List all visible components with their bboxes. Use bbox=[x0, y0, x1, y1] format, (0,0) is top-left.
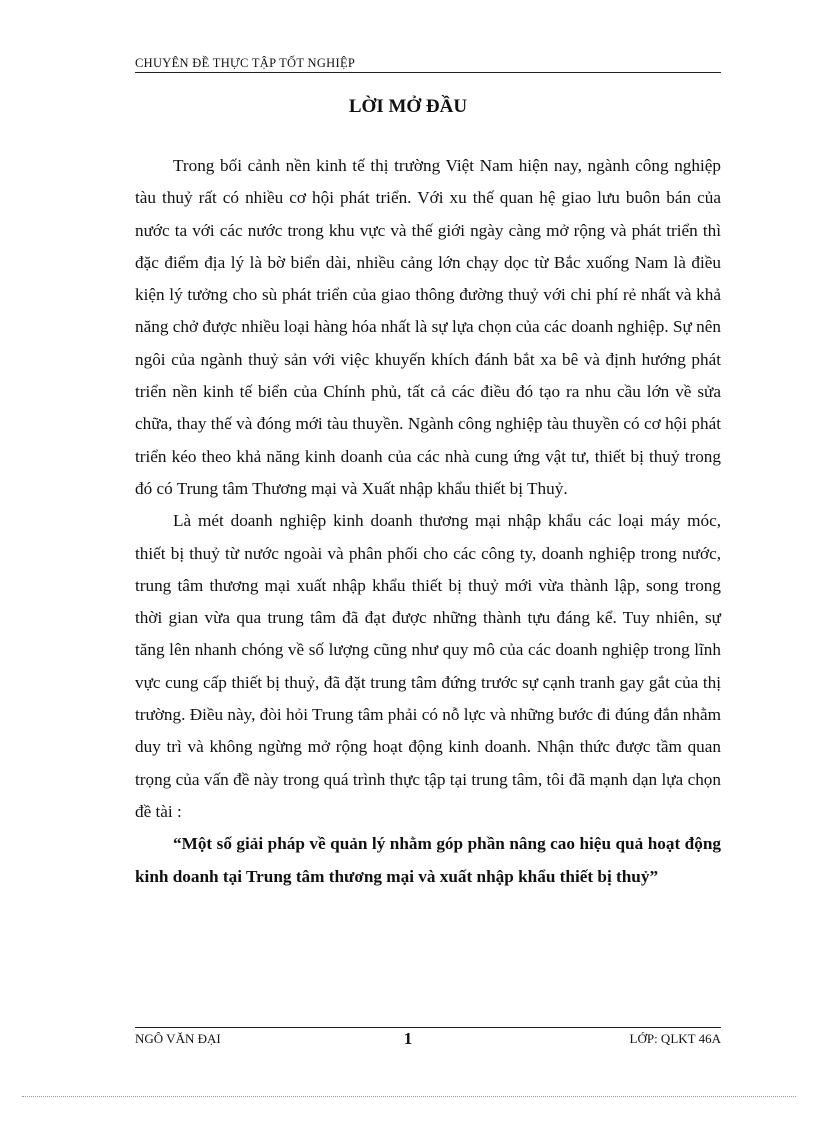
page-title: LỜI MỞ ĐẦU bbox=[348, 96, 468, 117]
page-number: 1 bbox=[403, 1029, 413, 1048]
page-break-divider bbox=[22, 1096, 796, 1097]
thesis-topic: “Một số giải pháp về quản lý nhằm góp phần nâng cao hiệu quả hoạt động kinh doanh tại Trung tâm thương mại và xuất nhập khẩu thiết bị thuỷ” bbox=[135, 834, 721, 886]
footer-author: NGÔ VĂN ĐẠI bbox=[135, 1031, 221, 1046]
page-header: CHUYÊN ĐỀ THỰC TẬP TỐT NGHIỆP bbox=[135, 56, 721, 73]
paragraph-enterprise: Là mét doanh nghiệp kinh doanh thương mại nhập khẩu các loại máy móc, thiết bị thuỷ từ nước ngoài và phân phối cho các công ty, doanh nghiệp trong nước, trung tâm thương mại xuất nhập khẩu thiết bị thuỷ mới vừa thành lập, song trong thời gian vừa qua trung tâm đã đạt được những thành tựu đáng kể. Tuy nhiên, sự tăng lên nhanh chóng về số lượng cũng như quy mô của các doanh nghiệp trong lĩnh vực cung cấp thiết bị thuỷ, đã đặt trung tâm đứng trước sự cạnh tranh gay gắt của thị trường. Điều này, đòi hỏi Trung tâm phải có nỗ lực và những bước đi đúng đắn nhằm duy trì và không ngừng mở rộng hoạt động kinh doanh. Nhận thức được tầm quan trọng của vấn đề này trong quá trình thực tập tại trung tâm, tôi đã mạnh dạn lựa chọn đề tài : bbox=[135, 511, 721, 821]
footer-class: LỚP: QLKT 46A bbox=[629, 1031, 721, 1046]
footer-divider bbox=[135, 1027, 721, 1028]
document-body bbox=[135, 150, 721, 893]
paragraph-intro: Trong bối cảnh nền kinh tế thị trường Việt Nam hiện nay, ngành công nghiệp tàu thuỷ rất có nhiều cơ hội phát triển. Với xu thế quan hệ giao lưu buôn bán của nước ta với các nước trong khu vực và thế giới ngày càng mở rộng và phát triển thì đặc điểm địa lý là bờ biển dài, nhiều cảng lớn chạy dọc từ Bắc xuống Nam là điều kiện lý tưởng cho sù phát triển của giao thông đường thuỷ với chi phí rẻ nhất và khả năng chở được nhiều loại hàng hóa nhất là sự lựa chọn của các doanh nghiệp. Sự nên ngôi của ngành thuỷ sản với việc khuyến khích đánh bắt xa bê và định hướng phát triển nền kinh tế biển của Chính phủ, tất cả các điều đó tạo ra nhu cầu lớn về sửa chữa, thay thế và đóng mới tàu thuyền. Ngành công nghiệp tàu thuyền có cơ hội phát triển kéo theo khả năng kinh doanh của các nhà cung ứng vật tư, thiết bị thuỷ trong đó có Trung tâm Thương mại và Xuất nhập khẩu thiết bị Thuỷ. bbox=[135, 156, 721, 498]
